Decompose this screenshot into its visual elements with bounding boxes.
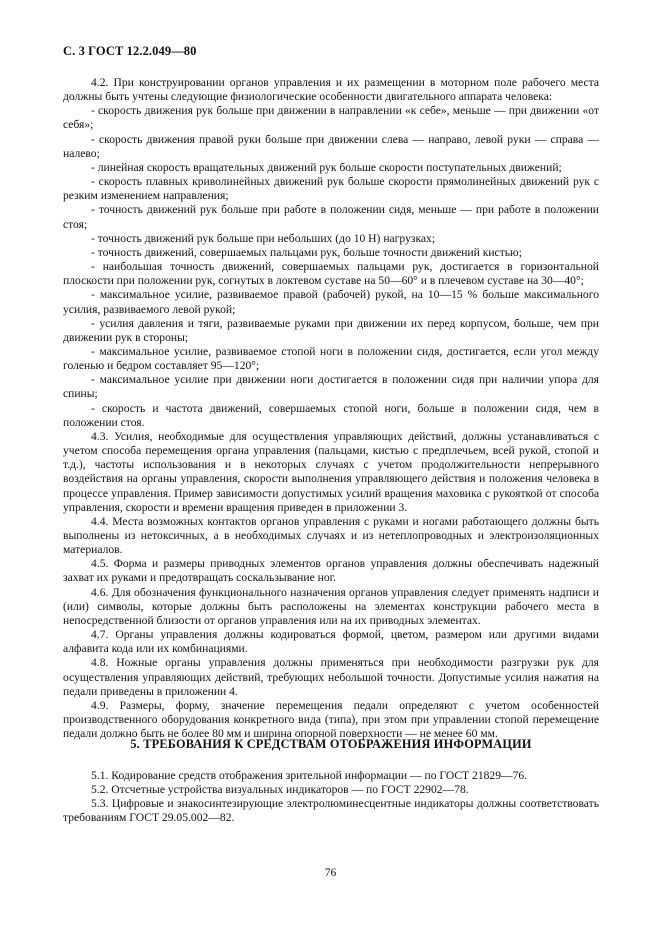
list-item: - точность движений рук больше при небольших (до 10 Н) нагрузках; — [91, 231, 436, 245]
section-4-body — [63, 76, 599, 741]
list-item: - максимальное усилие при движении ноги достигается в положении сидя при наличии упора для спины; — [63, 373, 599, 401]
list-item: - усилия давления и тяги, развиваемые руками при движении их перед корпусом, больше, чем при движении рук в стороны; — [63, 316, 599, 344]
list-item: - максимальное усилие, развиваемое стопой ноги в положении сидя, достигается, если угол между голенью и бедром составляет 95—120°; — [63, 344, 599, 373]
list-item: - скорость и частота движений, совершаемых стопой ноги, больше в положении сидя, чем в положении стоя. — [63, 401, 599, 429]
paragraph-4-8: 4.8. Ножные органы управления должны применяться при необходимости разгрузки рук для осуществления управляющих действий, требующих небольшой точности. Допустимые усилия нажатия на педали приведены в приложении 4. — [63, 656, 599, 698]
page-header: С. 3 ГОСТ 12.2.049—80 — [63, 44, 197, 58]
paragraph-5-1: 5.1. Кодирование средств отображения зрительной информации — по ГОСТ 21829—76. — [91, 769, 528, 782]
paragraph-4-3: 4.3. Усилия, необходимые для осуществления управляющих действий, должны устанавливаться с учетом способа перемещения органа управления (пальцами, кистью с предплечьем, всей рукой, стопой и т.д.), частоты использования и в некоторых случаях с учетом продолжительности непрерывного воздействия на органы управления, скорости выполнения управляющего действия и положения человека в процессе управления. Пример зависимости допустимых усилий вращения маховика с рукояткой от способа управления, скорости и времени вращения приведен в приложении 3. — [63, 429, 599, 514]
list-item: - максимальное усилие, развиваемое правой (рабочей) рукой, на 10—15 % больше максимального усилия, развиваемого левой рукой; — [63, 288, 599, 316]
paragraph-4-9: 4.9. Размеры, форму, значение перемещения педали определяют с учетом особенностей производственного оборудования конкретного вида (типа), при этом при управлении стопой перемещение педали должно быть не более 80 мм и ширина опорной поверхности — не менее 60 мм. — [63, 698, 599, 741]
list-item: - скорость движения правой руки больше при движении слева — направо, левой руки — справа — налево; — [63, 132, 599, 160]
page-number: 76 — [324, 866, 337, 879]
list-item: - точность движений рук больше при работе в положении сидя, меньше — при работе в положении стоя; — [63, 203, 599, 231]
list-item: - линейная скорость вращательных движений рук больше скорости поступательных движений; — [91, 160, 562, 174]
list-item: - скорость плавных криволинейных движений рук больше скорости прямолинейных движений рук с резким изменением направления; — [63, 175, 599, 203]
paragraph-4-6: 4.6. Для обозначения функционального назначения органов управления следует применять надписи и (или) символы, которые должны быть расположены на элементах конструкции рабочего места в непосредственной близости от органов управления или на их приводных элементах. — [63, 585, 599, 627]
section-5-title: 5. ТРЕБОВАНИЯ К СРЕДСТВАМ ОТОБРАЖЕНИЯ ИНФОРМАЦИИ — [130, 737, 532, 751]
list-item: - наибольшая точность движений, совершаемых пальцами рук, достигается в горизонтальной плоскости при положении рук, согнутых в локтевом суставе на 50—60° и в плечевом суставе на 30—40°; — [63, 260, 599, 288]
paragraph-5-2: 5.2. Отсчетные устройства визуальных индикаторов — по ГОСТ 22902—78. — [91, 783, 469, 797]
paragraph-4-4: 4.4. Места возможных контактов органов управления с руками и ногами работающего должны быть выполнены из нетоксичных, а в необходимых случаях и из нетеплопроводных и электроизоляционных материалов. — [63, 514, 599, 557]
paragraph-4-5: 4.5. Форма и размеры приводных элементов органов управления должны обеспечивать надежный захват их руками и предотвращать соскальзывание ног. — [63, 557, 599, 585]
paragraph-4-7: 4.7. Органы управления должны кодироваться формой, цветом, размером или другими видами алфавита кода или их комбинациями. — [63, 628, 599, 656]
list-item: - точность движений, совершаемых пальцами рук, больше точности движений кистью; — [91, 245, 522, 259]
list-item: - скорость движения рук больше при движении в направлении «к себе», меньше — при движении «от себя»; — [63, 104, 599, 132]
section-5-body — [63, 769, 599, 826]
paragraph-4-2: 4.2. При конструировании органов управления и их размещении в моторном поле рабочего места должны быть учтены следующие физиологические особенности двигательного аппарата человека: — [63, 76, 599, 104]
paragraph-5-3: 5.3. Цифровые и знакосинтезирующие электролюминесцентные индикаторы должны соответствовать требованиям ГОСТ 29.05.002—82. — [63, 797, 599, 825]
